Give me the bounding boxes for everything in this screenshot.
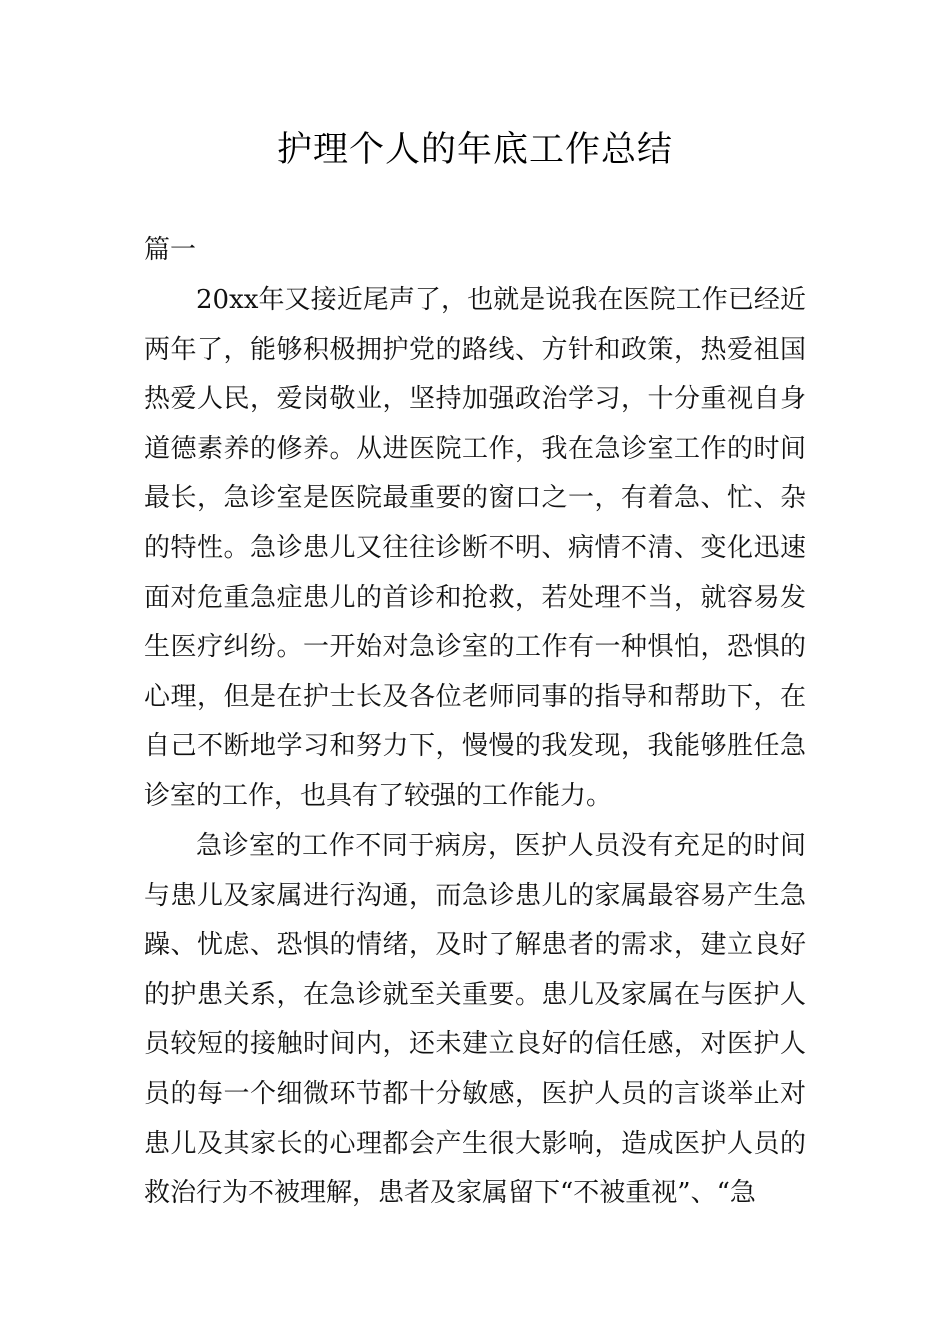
section-label: 篇一 [144,235,197,265]
body-paragraph: 20xx年又接近尾声了，也就是说我在医院工作已经近两年了，能够积极拥护党的路线、方针和政策，热爱祖国热爱人民，爱岗敬业，坚持加强政治学习，十分重视自身道德素养的修养。从进医院工作，我在急诊室工作的时间最长，急诊室是医院最重要的窗口之一，有着急、忙、杂的特性。急诊患儿又往往诊断不明、病情不清、变化迅速面对危重急症患儿的首诊和抢救，若处理不当，就容易发生医疗纠纷。一开始对急诊室的工作有一种惧怕，恐惧的心理，但是在护士长及各位老师同事的指导和帮助下，在自己不断地学习和努力下，慢慢的我发现，我能够胜任急诊室的工作，也具有了较强的工作能力。 [144,285,806,811]
document-title: 护理个人的年底工作总结 [276,130,673,170]
body-paragraph: 急诊室的工作不同于病房，医护人员没有充足的时间与患儿及家属进行沟通，而急诊患儿的家属最容易产生急躁、忧虑、恐惧的情绪，及时了解患者的需求，建立良好的护患关系，在急诊就至关重要。患儿及家属在与医护人员较短的接触时间内，还未建立良好的信任感，对医护人员的每一个细微环节都十分敏感，医护人员的言谈举止对患儿及其家长的心理都会产生很大影响，造成医护人员的救治行为不被理解，患者及家属留下“不被重视”、“急 [144,831,806,1209]
